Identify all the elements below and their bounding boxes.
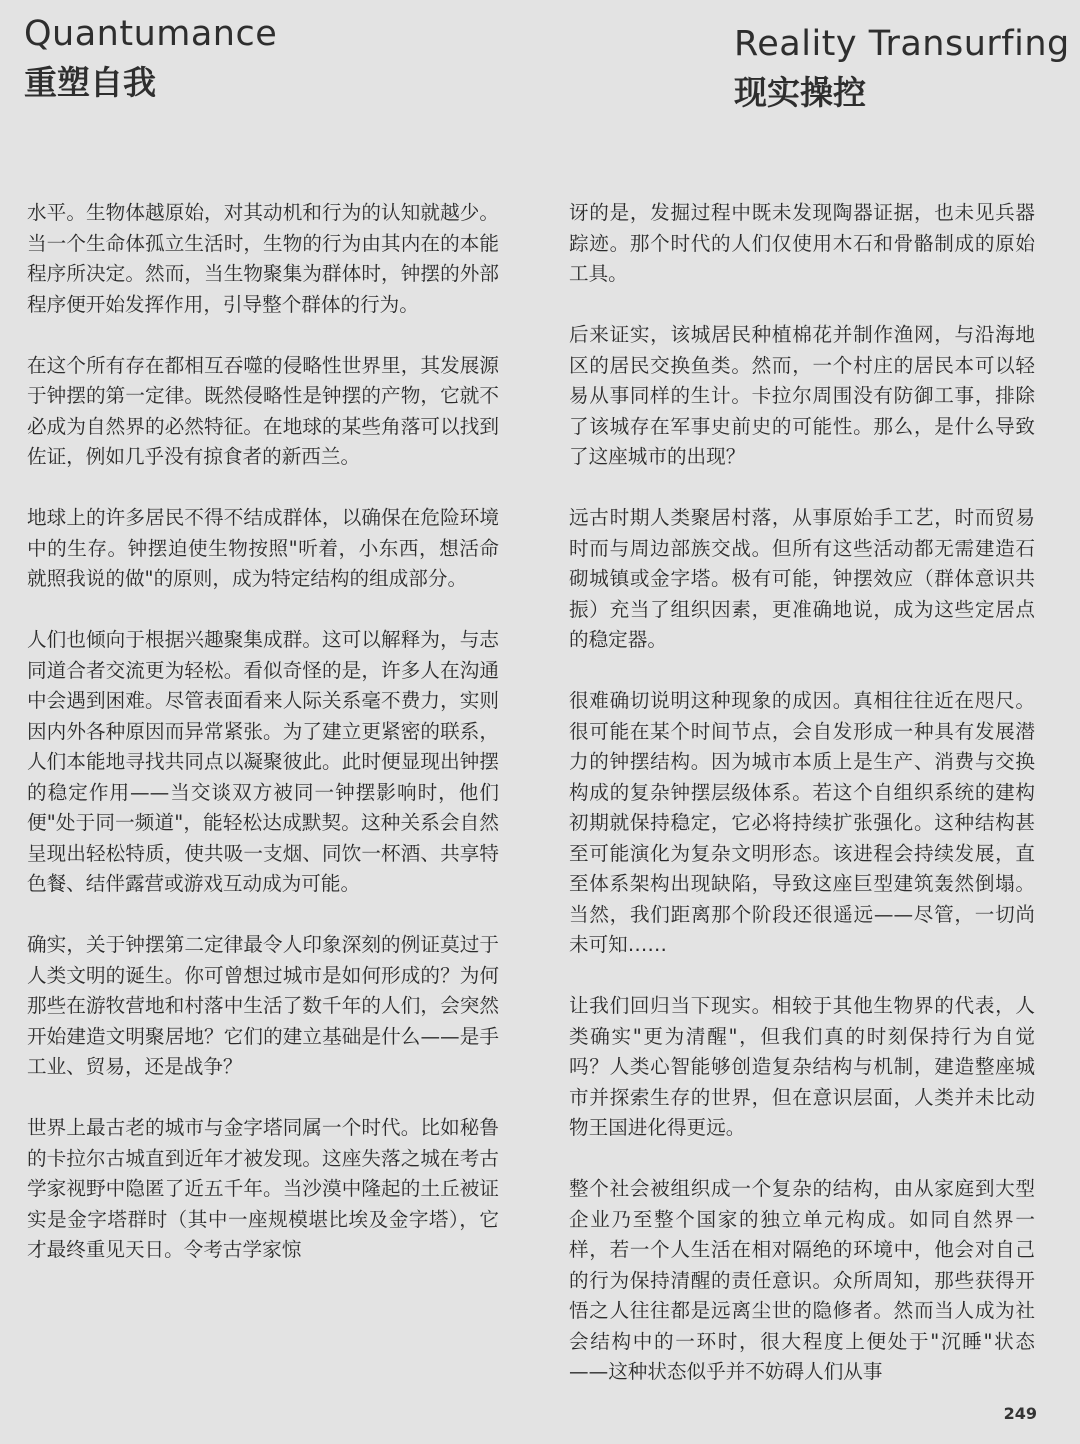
series-title-english: Reality Transurfing	[734, 24, 1070, 64]
paragraph: 人们也倾向于根据兴趣聚集成群。这可以解释为，与志同道合者交流更为轻松。看似奇怪的是，许多人在沟通中会遇到困难。尽管表面看来人际关系毫不费力，实则因内外各种原因而异常紧张。为了建立更紧密的联系，人们本能地寻找共同点以凝聚彼此。此时便显现出钟摆的稳定作用——当交谈双方被同一钟摆影响时，他们便"处于同一频道"，能轻松达成默契。这种关系会自然呈现出轻松特质，使共吸一支烟、同饮一杯酒、共享特色餐、结伴露营或游戏互动成为可能。	[27, 628, 499, 895]
paragraph: 在这个所有存在都相互吞噬的侵略性世界里，其发展源于钟摆的第一定律。既然侵略性是钟摆的产物，它就不必成为自然界的必然特征。在地球的某些角落可以找到佐证，例如几乎没有掠食者的新西兰。	[27, 353, 499, 468]
right-text-column	[569, 198, 1035, 1418]
paragraph: 后来证实，该城居民种植棉花并制作渔网，与沿海地区的居民交换鱼类。然而，一个村庄的居民本可以轻易从事同样的生计。卡拉尔周围没有防御工事，排除了该城存在军事史前史的可能性。那么，是什么导致了这座城市的出现？	[569, 323, 1035, 468]
header-right	[734, 20, 1070, 118]
paragraph: 水平。生物体越原始，对其动机和行为的认知就越少。当一个生命体孤立生活时，生物的行为由其内在的本能程序所决定。然而，当生物聚集为群体时，钟摆的外部程序便开始发挥作用，引导整个群体的行为。	[27, 201, 499, 316]
header-left	[24, 10, 277, 108]
paragraph: 地球上的许多居民不得不结成群体，以确保在危险环境中的生存。钟摆迫使生物按照"听着，小东西，想活命就照我说的做"的原则，成为特定结构的组成部分。	[27, 506, 499, 590]
paragraph: 整个社会被组织成一个复杂的结构，由从家庭到大型企业乃至整个国家的独立单元构成。如同自然界一样，若一个人生活在相对隔绝的环境中，他会对自己的行为保持清醒的责任意识。众所周知，那些获得开悟之人往往都是远离尘世的隐修者。然而当人成为社会结构中的一环时，很大程度上便处于"沉睡"状态——这种状态似乎并不妨碍人们从事	[569, 1177, 1035, 1383]
book-title-chinese: 重塑自我	[24, 63, 156, 102]
paragraph: 很难确切说明这种现象的成因。真相往往近在咫尺。很可能在某个时间节点，会自发形成一种具有发展潜力的钟摆结构。因为城市本质上是生产、消费与交换构成的复杂钟摆层级体系。若这个自组织系统的建构初期就保持稳定，它必将持续扩张强化。这种结构甚至可能演化为复杂文明形态。该进程会持续发展，直至体系架构出现缺陷，导致这座巨型建筑轰然倒塌。当然，我们距离那个阶段还很遥远——尽管，一切尚未可知……	[569, 689, 1035, 956]
paragraph: 远古时期人类聚居村落，从事原始手工艺，时而贸易时而与周边部族交战。但所有这些活动都无需建造石砌城镇或金字塔。极有可能，钟摆效应（群体意识共振）充当了组织因素，更准确地说，成为这些定居点的稳定器。	[569, 506, 1035, 651]
paragraph: 讶的是，发掘过程中既未发现陶器证据，也未见兵器踪迹。那个时代的人们仅使用木石和骨骼制成的原始工具。	[569, 201, 1035, 285]
left-text-column	[27, 198, 499, 1296]
paragraph: 确实，关于钟摆第二定律最令人印象深刻的例证莫过于人类文明的诞生。你可曾想过城市是如何形成的？为何那些在游牧营地和村落中生活了数千年的人们，会突然开始建造文明聚居地？它们的建立基础是什么——是手工业、贸易，还是战争？	[27, 933, 499, 1078]
book-title-english: Quantumance	[24, 14, 278, 54]
page-number: 249	[1003, 1404, 1037, 1423]
series-title-chinese: 现实操控	[734, 73, 866, 112]
paragraph: 世界上最古老的城市与金字塔同属一个时代。比如秘鲁的卡拉尔古城直到近年才被发现。这座失落之城在考古学家视野中隐匿了近五千年。当沙漠中隆起的土丘被证实是金字塔群时（其中一座规模堪比埃及金字塔），它才最终重见天日。令考古学家惊	[27, 1116, 499, 1261]
paragraph: 让我们回归当下现实。相较于其他生物界的代表，人类确实"更为清醒"，但我们真的时刻保持行为自觉吗？人类心智能够创造复杂结构与机制，建造整座城市并探索生存的世界，但在意识层面，人类并未比动物王国进化得更远。	[569, 994, 1035, 1139]
